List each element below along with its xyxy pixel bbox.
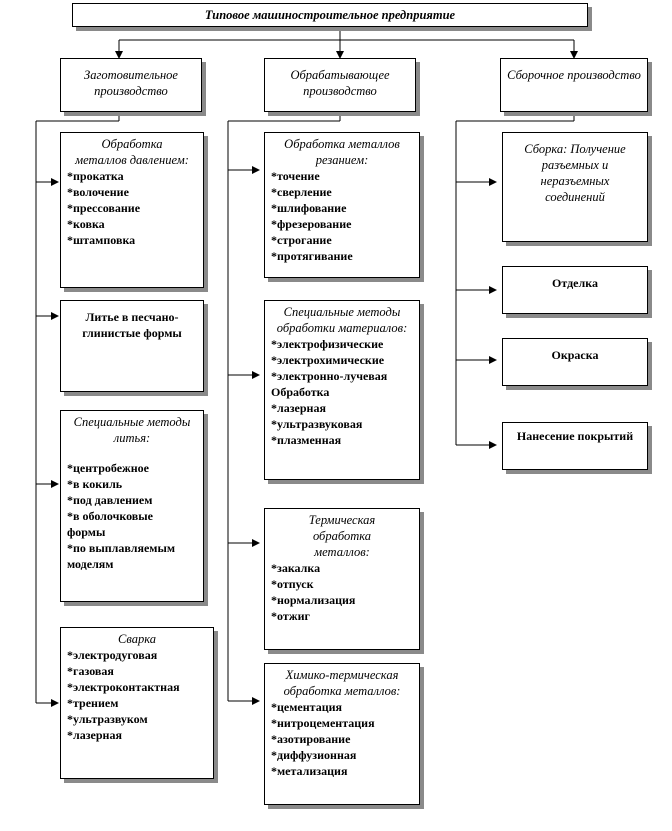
finishing-title: Отделка (552, 276, 598, 290)
pressure-item: *прессование (67, 201, 141, 215)
welding-item: *электроконтактная (67, 680, 180, 694)
special-methods-item: *электронно-лучевая (271, 369, 388, 383)
special-methods-item: *ультразвуковая (271, 417, 363, 431)
special-methods-item: *электрофизические (271, 337, 384, 351)
special-methods-item: *лазерная (271, 401, 326, 415)
cutting-item: *протягивание (271, 249, 353, 263)
special-methods-box (264, 300, 420, 480)
cutting-title: Обработка металлов резанием: (284, 137, 400, 167)
special-casting-item: *под давлением (67, 493, 153, 507)
thermal-item: *отжиг (271, 609, 310, 623)
cutting-box (264, 132, 420, 278)
painting-box (502, 338, 648, 386)
cutting-item: *сверление (271, 185, 332, 199)
special-casting-item: *в оболочковые (67, 509, 153, 523)
assembly-branch-box (500, 58, 648, 112)
pressure-item: *прокатка (67, 169, 124, 183)
special-casting-item: *центробежное (67, 461, 149, 475)
special-methods-item: Обработка (271, 385, 330, 399)
thermal-box (264, 508, 420, 650)
sand-casting-title: Литье в песчано-глинистые формы (82, 310, 182, 340)
procurement-title: Заготовительное производство (84, 68, 178, 98)
procurement-box (60, 58, 202, 112)
chemical-thermal-item: *цементация (271, 700, 343, 714)
special-casting-box (60, 410, 204, 602)
special-casting-item: формы (67, 525, 106, 539)
special-methods-item: *электрохимические (271, 353, 385, 367)
thermal-item: *отпуск (271, 577, 314, 591)
cutting-item: *шлифование (271, 201, 347, 215)
processing-title: Обрабатывающее производство (290, 68, 390, 98)
pressure-item: *ковка (67, 217, 105, 231)
pressure-title: Обработка металлов давлением: (75, 137, 189, 167)
enterprise-title: Типовое машиностроительное предприятие (204, 8, 456, 22)
chemical-thermal-box (264, 663, 420, 805)
sand-casting-box (60, 300, 204, 392)
welding-box (60, 627, 214, 779)
chemical-thermal-item: *метализация (271, 764, 348, 778)
chemical-thermal-title: Химико-термическая обработка металлов: (283, 668, 401, 698)
cutting-item: *фрезерование (271, 217, 352, 231)
special-casting-item: *по выплавляемым (67, 541, 175, 555)
pressure-item: *волочение (67, 185, 129, 199)
chemical-thermal-item: *диффузионная (271, 748, 357, 762)
thermal-item: *нормализация (271, 593, 356, 607)
coating-box (502, 422, 648, 470)
welding-item: *электродуговая (67, 648, 158, 662)
special-casting-item: *в кокиль (67, 477, 123, 491)
finishing-box (502, 266, 648, 314)
welding-item: *ультразвуком (67, 712, 148, 726)
cutting-item: *строгание (271, 233, 332, 247)
special-casting-title: Специальные методы литья: (73, 415, 191, 445)
pressure-item: *штамповка (67, 233, 136, 247)
enterprise-box (72, 3, 588, 27)
thermal-title: Термическая обработка металлов: (308, 513, 376, 559)
assembly-box (502, 132, 648, 242)
chemical-thermal-item: *нитроцементация (271, 716, 375, 730)
cutting-item: *точение (271, 169, 320, 183)
processing-box (264, 58, 416, 112)
pressure-box (60, 132, 204, 288)
special-casting-item: моделям (67, 557, 114, 571)
thermal-item: *закалка (271, 561, 321, 575)
welding-item: *лазерная (67, 728, 122, 742)
welding-item: *газовая (67, 664, 114, 678)
painting-title: Окраска (551, 348, 599, 362)
assembly-title: Сборка: Получение разъемных и неразъемных соединений (524, 142, 626, 204)
coating-title: Нанесение покрытий (516, 429, 634, 443)
special-methods-title: Специальные методы обработки материалов: (276, 305, 408, 335)
assembly-branch-title: Сборочное производство (507, 68, 641, 82)
welding-item: *трением (67, 696, 119, 710)
special-methods-item: *плазменная (271, 433, 342, 447)
chemical-thermal-item: *азотирование (271, 732, 351, 746)
welding-title: Сварка (118, 632, 156, 646)
